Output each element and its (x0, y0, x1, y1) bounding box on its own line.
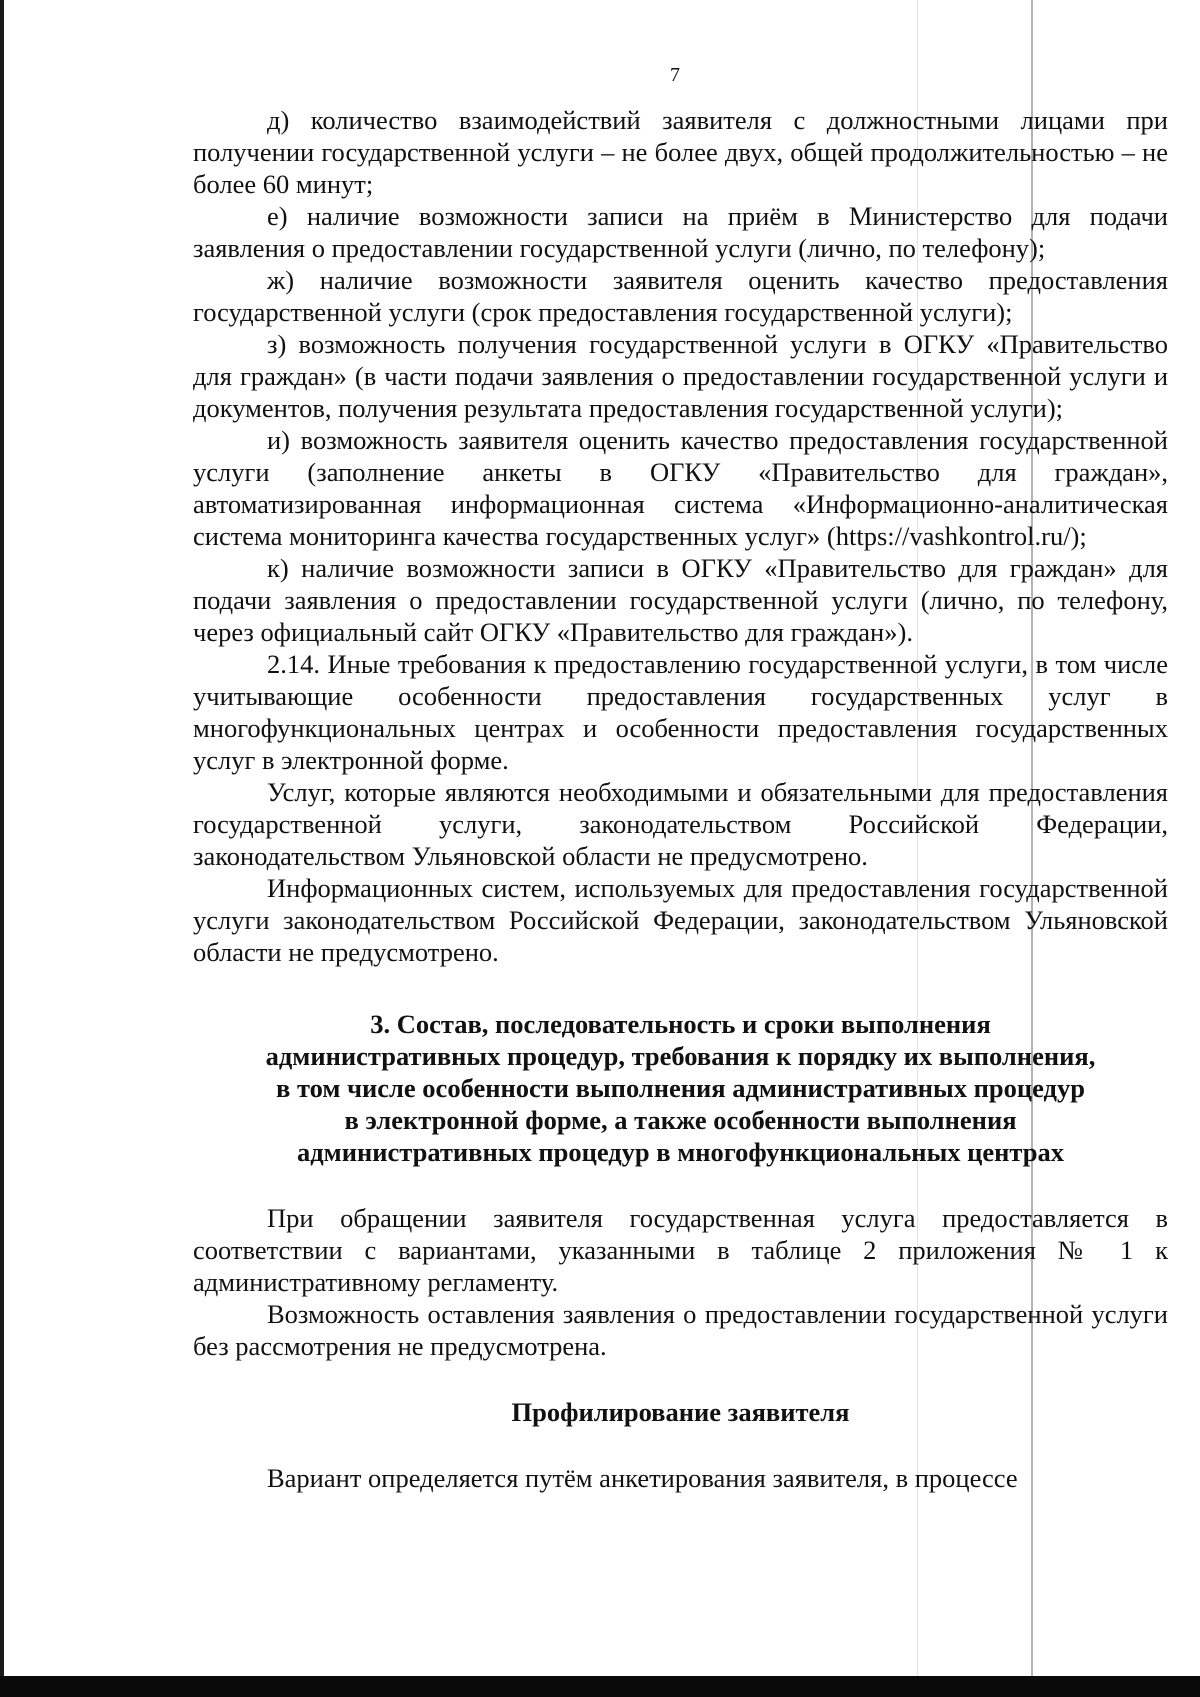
section-3-title-line: административных процедур, требования к порядку их выполнения, (265, 1041, 1096, 1071)
paragraph-k: к) наличие возможности записи в ОГКУ «Правительство для граждан» для подачи заявления о предоставлении государственной услуги (лично, по телефону, через официальный сайт ОГКУ «Правительство для граждан»). (193, 553, 1168, 647)
paragraph-zh: ж) наличие возможности заявителя оценить качество предоставления государственной услуги (срок предоставления государственной услуги); (193, 265, 1168, 327)
page-number: 7 (670, 64, 680, 86)
paragraph-2-14: 2.14. Иные требования к предоставлению государственной услуги, в том числе учитывающие особенности предоставления государственных услуг в многофункциональных центрах и особенности предоставления государственных услуг в электронной форме. (193, 649, 1168, 775)
section-3-title-line: в том числе особенности выполнения административных процедур (276, 1073, 1085, 1103)
paragraph-services: Услуг, которые являются необходимыми и обязательными для предоставления государственной услуги, законодательством Российской Федерации, законодательством Ульяновской области не предусмотрено. (193, 777, 1168, 871)
section-3-title-line: 3. Состав, последовательность и сроки выполнения (370, 1009, 991, 1039)
section-3-title-line: в электронной форме, а также особенности выполнения (344, 1105, 1017, 1135)
paragraph-i: и) возможность заявителя оценить качество предоставления государственной услуги (заполнение анкеты в ОГКУ «Правительство для граждан», автоматизированная информационная система «Информационно-аналитическая система мониторинга качества государственных услуг» (https://vashkontrol.ru/); (193, 425, 1168, 551)
section-3-title-line: административных процедур в многофункциональных центрах (296, 1137, 1065, 1167)
paragraph-variants: При обращении заявителя государственная услуга предоставляется в соответствии с вариантами, указанными в таблице 2 приложения № 1 к административному регламенту. (193, 1203, 1168, 1297)
document-body (193, 104, 1168, 1494)
section-3-title (193, 1008, 1168, 1168)
paragraph-z: з) возможность получения государственной услуги в ОГКУ «Правительство для граждан» (в части подачи заявления о предоставлении государственной услуги и документов, получения результата предоставления государственной услуги); (193, 329, 1168, 423)
paragraph-d: д) количество взаимодействий заявителя с должностными лицами при получении государственной услуги – не более двух, общей продолжительностью – не более 60 минут; (193, 105, 1168, 199)
paragraph-variant-determination: Вариант определяется путём анкетирования заявителя, в процессе (267, 1463, 1018, 1493)
scan-left-edge (0, 0, 4, 1697)
paragraph-no-dismissal: Возможность оставления заявления о предоставлении государственной услуги без рассмотрения не предусмотрена. (193, 1299, 1168, 1361)
scan-bottom-edge (0, 1676, 1200, 1697)
subsection-title-profiling: Профилирование заявителя (511, 1397, 850, 1427)
paragraph-e: е) наличие возможности записи на приём в Министерство для подачи заявления о предоставлении государственной услуги (лично, по телефону); (193, 201, 1168, 263)
paragraph-information-systems: Информационных систем, используемых для предоставления государственной услуги законодательством Российской Федерации, законодательством Ульяновской области не предусмотрено. (193, 873, 1168, 967)
